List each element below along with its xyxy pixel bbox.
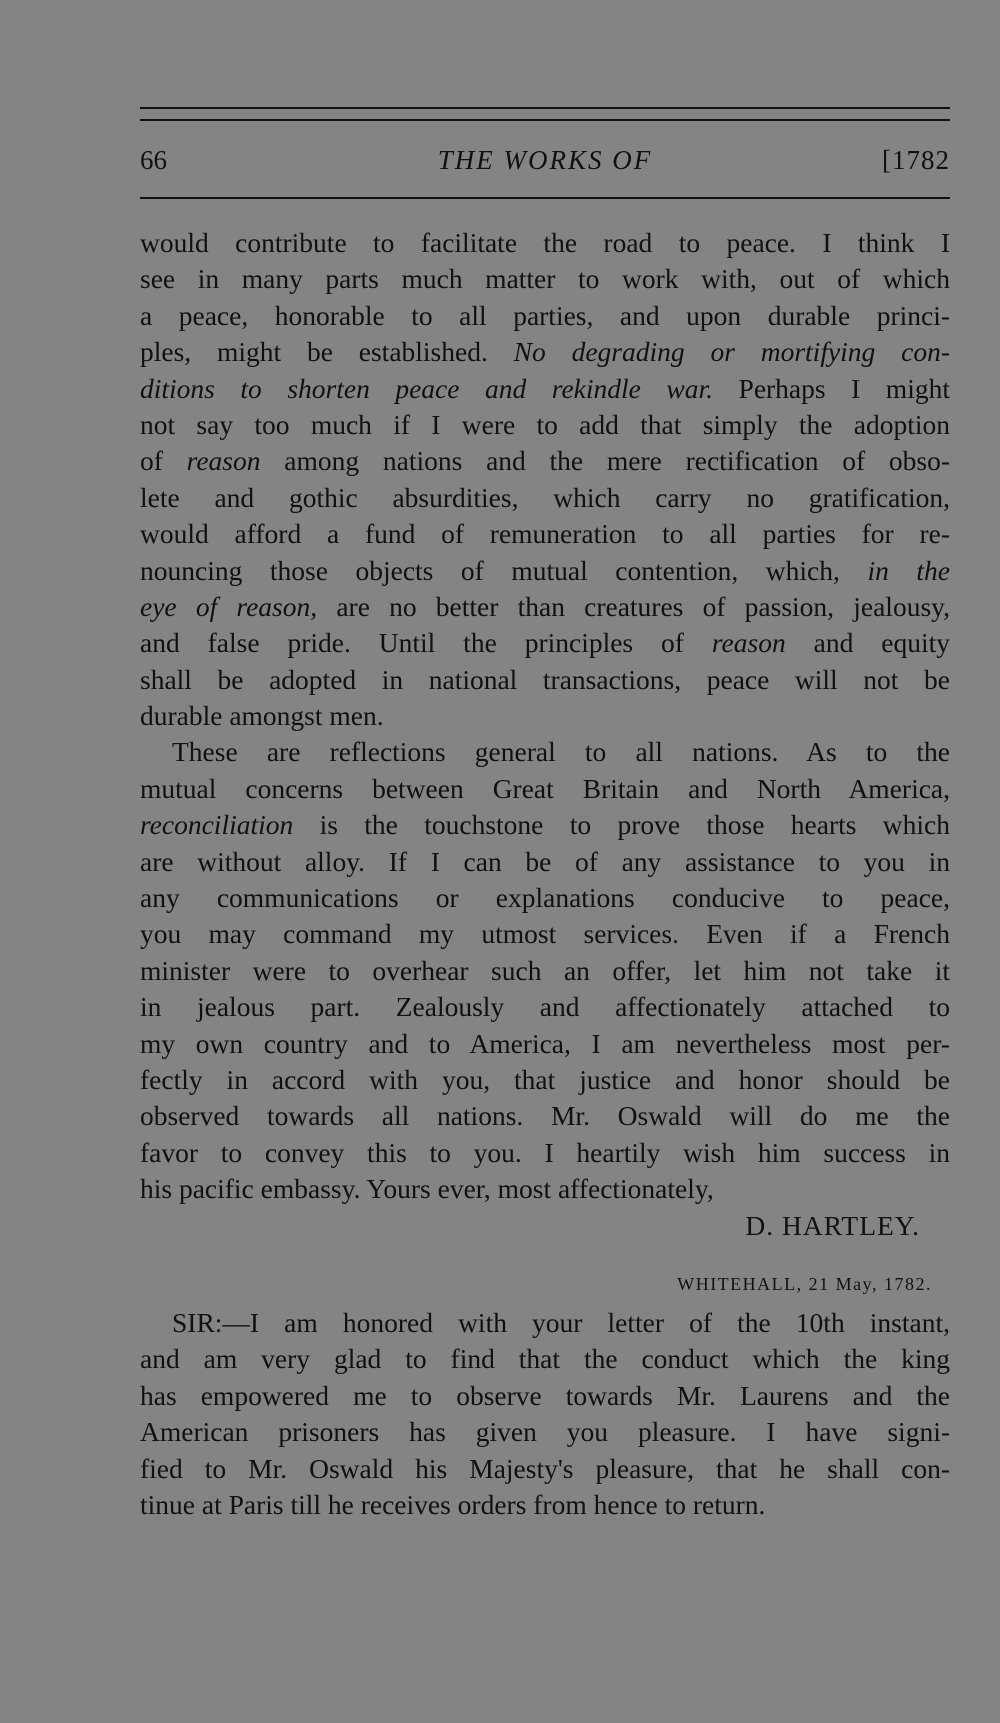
header-rule [140,197,950,199]
text-line: fectly in accord with you, that justice and honor should be [140,1063,950,1095]
top-rule [140,107,950,109]
text-run: nouncing those objects of mutual contention, which, [140,554,868,586]
text-line: are without alloy. If I can be of any assistance to you in [140,845,950,877]
text-line: would afford a fund of remuneration to all parties for re- [140,518,950,550]
text-run: among nations and the mere rectification of obso- [260,445,950,477]
text-run: reason [711,627,786,659]
letter-hartley [140,225,950,1244]
text-line: mutual concerns between Great Britain and North America, [140,772,950,804]
paragraph [140,225,950,734]
signature-text: D. HARTLEY. [745,1209,920,1241]
text-line [140,371,950,407]
text-run: reconciliation [140,809,294,841]
text-line: and am very glad to find that the conduct which the king [140,1343,950,1375]
text-line: has empowered me to observe towards Mr. Laurens and the [140,1379,950,1411]
text-run: and false pride. Until the principles of [140,627,712,659]
text-line [140,553,950,589]
text-line [140,443,950,479]
text-run: ditions to shorten peace and rekindle war. [140,372,713,404]
text-line: not say too much if I were to add that simply the adoption [140,408,950,440]
text-line [140,807,950,843]
text-line: tinue at Paris till he receives orders from hence to return. [140,1488,766,1520]
text-line: shall be adopted in national transactions, peace will not be [140,663,950,695]
text-line: minister were to overhear such an offer, let him not take it [140,954,950,986]
text-run: No degrading or mortifying con- [513,336,950,368]
text-run: Perhaps I might [713,372,950,404]
text-line: see in many parts much matter to work with, out of which [140,263,950,295]
text-line: my own country and to America, I am nevertheless most per- [140,1027,950,1059]
page-number: 66 [140,145,167,175]
letter-whitehall [140,1269,950,1523]
text-run: in the [867,554,950,586]
text-line: lete and gothic absurdities, which carry no gratification, [140,481,950,513]
text-run: eye of reason, [140,590,318,622]
text-line [140,334,950,370]
dateline: WHITEHALL, 21 May, 1782. [677,1273,932,1294]
text-line: any communications or explanations conducive to peace, [140,882,950,914]
paragraph [140,734,950,1207]
page-body [140,225,950,1523]
text-run: is the touchstone to prove those hearts which [293,809,950,841]
text-line: would contribute to facilitate the road to peace. I think I [140,227,950,258]
text-line: SIR:—I am honored with your letter of the 10th instant, [172,1306,950,1338]
text-line: fied to Mr. Oswald his Majesty's pleasure, that he shall con- [140,1452,950,1484]
text-line: durable amongst men. [140,700,384,732]
running-year: [1782 [882,145,950,175]
signature [140,1208,950,1244]
text-line: American prisoners has given you pleasure. I have signi- [140,1416,950,1448]
text-run: reason [186,445,261,477]
text-run: are no better than creatures of passion, jealousy, [317,590,950,622]
text-run: of [140,445,187,477]
text-line [140,589,950,625]
text-line: observed towards all nations. Mr. Oswald will do me the [140,1100,950,1132]
top-rule-inner [140,119,950,121]
running-title: THE WORKS OF [437,145,653,175]
text-line: These are reflections general to all nations. As to the [172,736,950,768]
text-run: ples, might be established. [140,336,514,368]
running-header [140,140,950,180]
text-line: favor to convey this to you. I heartily wish him success in [140,1136,950,1168]
text-run: and equity [785,627,950,659]
text-line: a peace, honorable to all parties, and upon durable princi- [140,299,950,331]
paragraph [140,1305,950,1523]
text-line: you may command my utmost services. Even if a French [140,918,950,950]
text-line [140,625,950,661]
text-line: in jealous part. Zealously and affectionately attached to [140,991,950,1023]
text-line: his pacific embassy. Yours ever, most affectionately, [140,1173,714,1205]
